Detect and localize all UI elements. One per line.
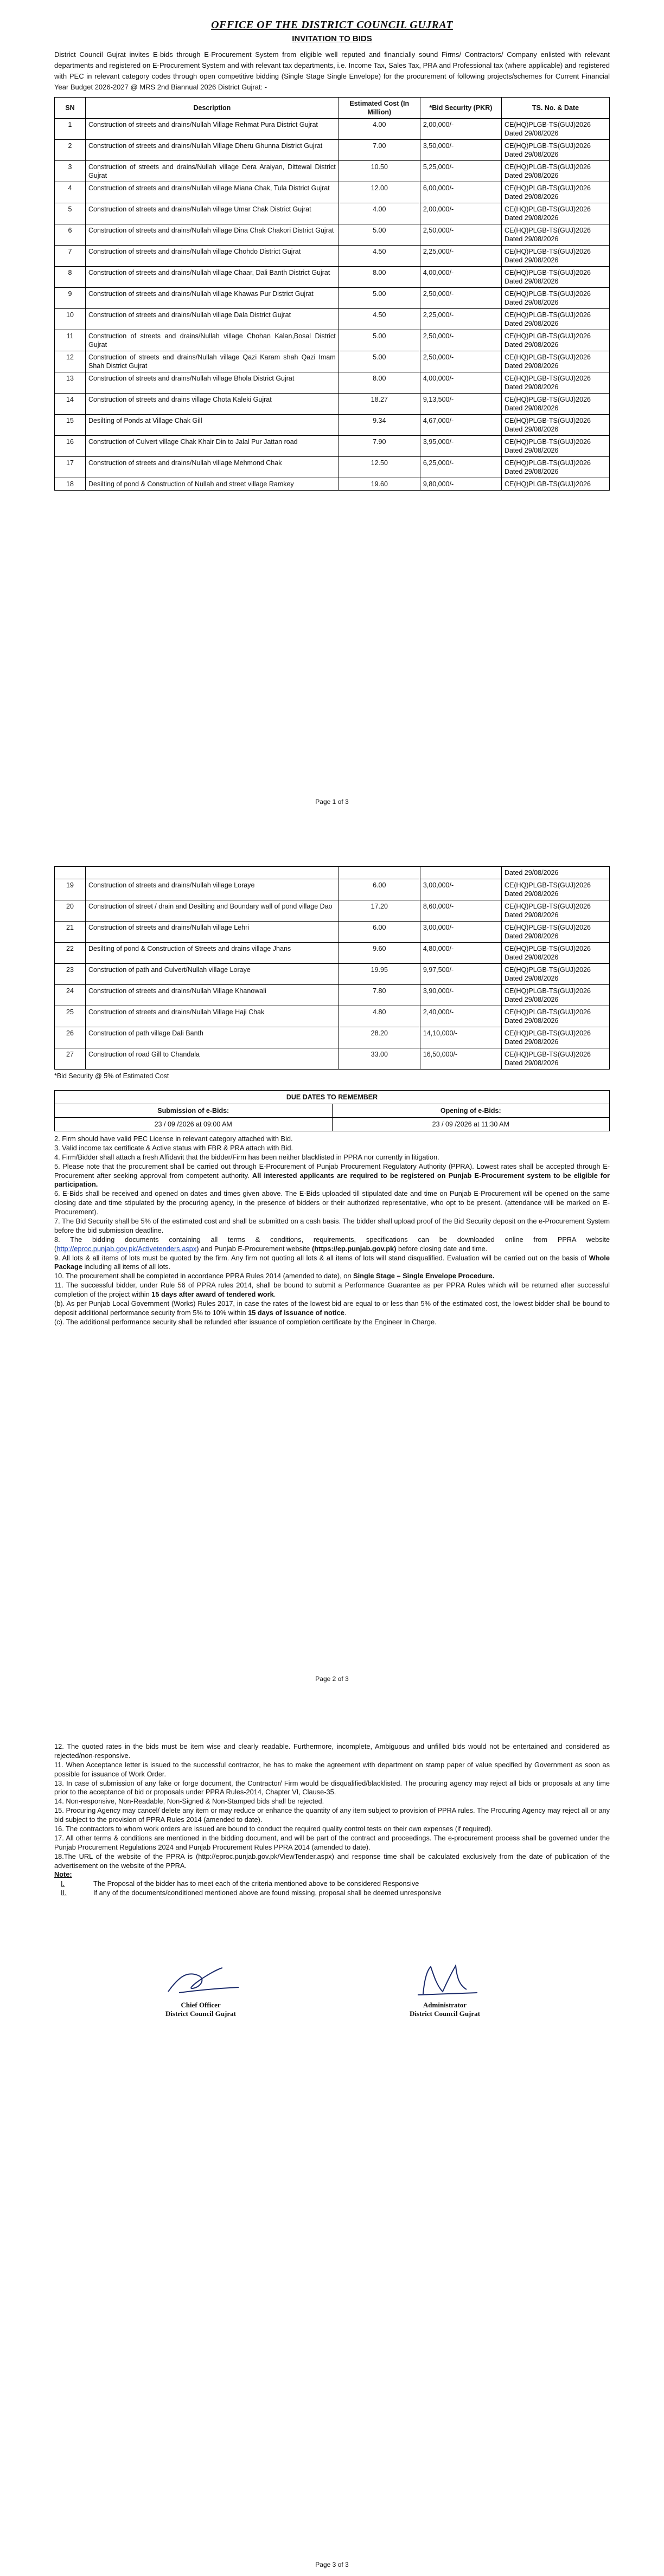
cell-ts-no-date: CE(HQ)PLGB-TS(GUJ)2026 Dated 29/08/2026	[501, 1048, 609, 1070]
cell-estimated-cost: 19.60	[339, 478, 420, 491]
term-3: 3. Valid income tax certificate & Active status with FBR & PRA attach with Bid.	[54, 1143, 293, 1152]
cell-sn: 26	[55, 1027, 86, 1048]
table-row	[55, 330, 610, 351]
cell-estimated-cost: 4.00	[339, 119, 420, 140]
page-1-content	[54, 18, 610, 491]
cell-bid-security: 3,00,000/-	[420, 879, 501, 900]
cell-bid-security: 2,00,000/-	[420, 203, 501, 224]
cell-description: Construction of streets and drains village Chota Kaleki Gujrat	[86, 394, 339, 415]
table-row	[55, 457, 610, 478]
cell-bid-security: 3,50,000/-	[420, 140, 501, 161]
table-row	[55, 1006, 610, 1027]
cell-description: Construction of streets and drains/Nullah village Miana Chak, Tula District Gujrat	[86, 182, 339, 203]
cell-sn: 24	[55, 985, 86, 1006]
term-5: 5. Please note that the procurement shall be carried out through E-Procurement of Punjab Procurement Regulatory Authority (PPRA). Lowest rates shall be accepted through E-Procurement after seeking approval from competent authority. All interested applicants are required to be registered on Punjab E-Procurement system to be eligible for participation.	[54, 1162, 610, 1189]
signature-administrator	[380, 1960, 510, 2019]
table-row	[55, 288, 610, 309]
cell-ts-no-date: CE(HQ)PLGB-TS(GUJ)2026 Dated 29/08/2026	[501, 372, 609, 394]
table-row	[55, 900, 610, 922]
cell-ts-no-date: CE(HQ)PLGB-TS(GUJ)2026 Dated 29/08/2026	[501, 436, 609, 457]
table-row	[55, 309, 610, 330]
cell-description: Desilting of Ponds at Village Chak Gill	[86, 415, 339, 436]
cell-sn: 27	[55, 1048, 86, 1070]
cell-sn: 19	[55, 879, 86, 900]
cell-sn: 4	[55, 182, 86, 203]
cell-description: Construction of streets and drains/Nullah village Lehri	[86, 922, 339, 943]
cell-ts-no-date: CE(HQ)PLGB-TS(GUJ)2026 Dated 29/08/2026	[501, 203, 609, 224]
cell-bid-security: 2,50,000/-	[420, 330, 501, 351]
table-row	[55, 246, 610, 267]
cell-ts-no-date: CE(HQ)PLGB-TS(GUJ)2026 Dated 29/08/2026	[501, 161, 609, 182]
cell-sn: 8	[55, 267, 86, 288]
cell-estimated-cost: 5.00	[339, 330, 420, 351]
cell-ts-no-date: CE(HQ)PLGB-TS(GUJ)2026 Dated 29/08/2026	[501, 964, 609, 985]
term-11-b: (b). As per Punjab Local Government (Works) Rules 2017, in case the rates of the lowest bid are equal to or less than 5% of the estimated cost, the lowest bidder shall be bound to deposit additional performance security from 5% to 10% within 15 days of issuance of notice.	[54, 1299, 610, 1317]
cell-description: Construction of streets and drains/Nullah village Qazi Karam shah Qazi Imam Shah District Gujrat	[86, 351, 339, 372]
cell-ts-no-date: CE(HQ)PLGB-TS(GUJ)2026 Dated 29/08/2026	[501, 246, 609, 267]
cell-bid-security: 3,95,000/-	[420, 436, 501, 457]
term-9: 9. All lots & all items of lots must be quoted by the firm. Any firm not quoting all lots & all items of lots will stand disqualified. Evaluation will be carried out on the basis of Whole Package including all items of all lots.	[54, 1253, 610, 1271]
table-row	[55, 879, 610, 900]
cell-bid-security: 9,80,000/-	[420, 478, 501, 491]
cell-ts-no-date: CE(HQ)PLGB-TS(GUJ)2026 Dated 29/08/2026	[501, 224, 609, 246]
page-number-2: Page 2 of 3	[315, 1675, 349, 1683]
cell-bid-security: 9,97,500/-	[420, 964, 501, 985]
note-list	[54, 1879, 610, 1897]
header-ts-no-date: TS. No. & Date	[501, 98, 609, 119]
cell-bid-security: 3,90,000/-	[420, 985, 501, 1006]
cell-estimated-cost: 4.50	[339, 309, 420, 330]
intro-paragraph: District Council Gujrat invites E-bids through E-Procurement System from eligible well reputed and financially sound Firms/ Contractors/ Company enlisted with relevant departments and registered on E-Procurement System and with relevant tax departments, i.e. Income Tax, Sales Tax, PRA and Professional tax (where applicable) and registered with PEC in relevant category codes through open competitive bidding (Single Stage Single Envelope) for the procurement of following projects/schemes for Current Financial Year Budget 2026-2027 @ MRS 2nd Biannual 2026 District Gujrat: -	[54, 50, 610, 92]
cell-description: Construction of streets and drains/Nullah village Dera Araiyan, Dittewal District Gujrat	[86, 161, 339, 182]
cell-description: Construction of street / drain and Desilting and Boundary wall of pond village Dao	[86, 900, 339, 922]
cell-description: Construction of streets and drains/Nullah village Loraye	[86, 879, 339, 900]
term-7: 7. The Bid Security shall be 5% of the estimated cost and shall be submitted on a cash basis. The bidder shall upload proof of the Bid Security deposit on the e-Procurement System before the bid submission deadline.	[54, 1217, 610, 1234]
table-row	[55, 267, 610, 288]
cell-sn: 10	[55, 309, 86, 330]
cell-estimated-cost: 18.27	[339, 394, 420, 415]
table-row	[55, 182, 610, 203]
submission-date: 23 / 09 /2026 at 09:00 AM	[55, 1118, 333, 1131]
note-item: II. If any of the documents/conditioned mentioned above are found missing, proposal shall be deemed unresponsive	[61, 1888, 442, 1897]
cell-ts-no-date: CE(HQ)PLGB-TS(GUJ)2026 Dated 29/08/2026	[501, 394, 609, 415]
terms-page-2	[54, 1135, 610, 1327]
term-16: 16. The contractors to whom work orders are issued are bound to conduct the required quality control tests on their own expenses (if required).	[54, 1825, 493, 1833]
cell-estimated-cost: 5.00	[339, 288, 420, 309]
cell-description: Construction of path and Culvert/Nullah village Loraye	[86, 964, 339, 985]
chief-officer-org: District Council Gujrat	[165, 2010, 236, 2018]
cell-bid-security: 2,50,000/-	[420, 288, 501, 309]
term-13: 13. In case of submission of any fake or forge document, the Contractor/ Firm would be disqualified/blacklisted. The procuring agency may reject all bids or proposals at any time prior to the acceptance of bid or proposals under PPRA Rules-2014, Chapter VI, Clause-35.	[54, 1779, 610, 1796]
cell-description: Construction of streets and drains/Nullah Village Dheru Ghunna District Gujrat	[86, 140, 339, 161]
cell-estimated-cost: 19.95	[339, 964, 420, 985]
page-number-1: Page 1 of 3	[315, 798, 349, 806]
table-row	[55, 478, 610, 491]
cell-ts-no-date: CE(HQ)PLGB-TS(GUJ)2026 Dated 29/08/2026	[501, 900, 609, 922]
cell-sn: 11	[55, 330, 86, 351]
cell-description: Construction of streets and drains/Nullah village Bhola District Gujrat	[86, 372, 339, 394]
term-12: 12. The quoted rates in the bids must be item wise and clearly readable. Furthermore, incomplete, Ambiguous and unfilled bids would not be entertained and considered as rejected/non-responsive.	[54, 1742, 610, 1760]
cell-sn: 3	[55, 161, 86, 182]
cell-sn: 16	[55, 436, 86, 457]
table-row	[55, 922, 610, 943]
term-6: 6. E-Bids shall be received and opened on dates and times given above. The E-Bids uploaded till stipulated date and time on Punjab E-Procurement will be opened on the same closing date and time stipulated by the procuring agency, in the presence of bidders or their authorized representative, who opt to be present. (attendance will be marked on E-Procurement).	[54, 1189, 610, 1216]
cell-bid-security: 4,80,000/-	[420, 943, 501, 964]
cell-sn: 2	[55, 140, 86, 161]
cell-description: Construction of streets and drains/Nullah village Mehmond Chak	[86, 457, 339, 478]
term-2: 2. Firm should have valid PEC License in relevant category attached with Bid.	[54, 1135, 293, 1143]
due-dates-table	[54, 1090, 610, 1131]
cell-sn: 21	[55, 922, 86, 943]
cell-estimated-cost: 12.00	[339, 182, 420, 203]
cell-description: Desilting of pond & Construction of Streets and drains village Jhans	[86, 943, 339, 964]
cell-description: Construction of Culvert village Chak Khair Din to Jalal Pur Jattan road	[86, 436, 339, 457]
cell-ts-no-date: CE(HQ)PLGB-TS(GUJ)2026	[501, 478, 609, 491]
table-row	[55, 1027, 610, 1048]
cell-estimated-cost: 9.60	[339, 943, 420, 964]
table-row	[55, 203, 610, 224]
cell-sn: 25	[55, 1006, 86, 1027]
cell-ts-no-date: CE(HQ)PLGB-TS(GUJ)2026 Dated 29/08/2026	[501, 182, 609, 203]
cell-bid-security: 5,25,000/-	[420, 161, 501, 182]
cell-sn: 23	[55, 964, 86, 985]
cell-sn: 12	[55, 351, 86, 372]
cell-description: Construction of streets and drains/Nullah Village Rehmat Pura District Gujrat	[86, 119, 339, 140]
cell-ts-no-date: CE(HQ)PLGB-TS(GUJ)2026 Dated 29/08/2026	[501, 119, 609, 140]
cell-ts-no-date: CE(HQ)PLGB-TS(GUJ)2026 Dated 29/08/2026	[501, 943, 609, 964]
term-11: 11. The successful bidder, under Rule 56 of PPRA rules 2014, shall be bound to submit a Performance Guarantee as per PPRA Rules which will be returned after successful completion of the project within 15 days after award of tendered work.	[54, 1281, 610, 1299]
cell-ts-no-date: CE(HQ)PLGB-TS(GUJ)2026 Dated 29/08/2026	[501, 288, 609, 309]
cell-ts-no-date: CE(HQ)PLGB-TS(GUJ)2026 Dated 29/08/2026	[501, 140, 609, 161]
cell-estimated-cost: 4.00	[339, 203, 420, 224]
cell-estimated-cost: 5.00	[339, 351, 420, 372]
header-estimated-cost: Estimated Cost (In Million)	[339, 98, 420, 119]
cell-sn: 5	[55, 203, 86, 224]
cell-sn: 18	[55, 478, 86, 491]
cell-sn: 22	[55, 943, 86, 964]
cell-ts-no-date: CE(HQ)PLGB-TS(GUJ)2026 Dated 29/08/2026	[501, 985, 609, 1006]
cell-sn: 1	[55, 119, 86, 140]
page-3-content	[54, 1742, 610, 1897]
cell-estimated-cost: 4.80	[339, 1006, 420, 1027]
cell-description: Construction of streets and drains/Nullah Village Khanowali	[86, 985, 339, 1006]
signature-stroke-icon	[146, 1960, 255, 1998]
administrator-title: Administrator	[423, 2000, 467, 2009]
cell-sn: 15	[55, 415, 86, 436]
cell-sn: 17	[55, 457, 86, 478]
table-row	[55, 943, 610, 964]
cell-estimated-cost: 9.34	[339, 415, 420, 436]
term-4: 4. Firm/Bidder shall attach a fresh Affidavit that the bidder/Firm has been neither blacklisted in PPRA nor currently in litigation.	[54, 1152, 439, 1161]
submission-label: Submission of e-Bids:	[55, 1104, 333, 1118]
signature-stroke-icon	[391, 1960, 499, 1998]
cell-bid-security: 3,00,000/-	[420, 922, 501, 943]
cell-description: Construction of road Gill to Chandala	[86, 1048, 339, 1070]
bid-security-footnote: *Bid Security @ 5% of Estimated Cost	[54, 1072, 169, 1080]
table-row	[55, 1048, 610, 1070]
cell-description: Construction of streets and drains/Nullah Village Haji Chak	[86, 1006, 339, 1027]
table-row	[55, 140, 610, 161]
cell-sn: 14	[55, 394, 86, 415]
cell-description: Construction of streets and drains/Nullah village Umar Chak District Gujrat	[86, 203, 339, 224]
table-row	[55, 161, 610, 182]
note-item: I. The Proposal of the bidder has to meet each of the criteria mentioned above to be considered Responsive	[61, 1879, 419, 1888]
term-14: 14. Non-responsive, Non-Readable, Non-Signed & Non-Stamped bids shall be rejected.	[54, 1797, 324, 1806]
header-sn: SN	[55, 98, 86, 119]
cell-bid-security: 2,50,000/-	[420, 351, 501, 372]
cell-ts-no-date: CE(HQ)PLGB-TS(GUJ)2026 Dated 29/08/2026	[501, 1006, 609, 1027]
administrator-org: District Council Gujrat	[410, 2010, 480, 2018]
cell-bid-security: 6,25,000/-	[420, 457, 501, 478]
page-number-3: Page 3 of 3	[315, 2561, 349, 2568]
ppra-link[interactable]: http://eproc.punjab.gov.pk/Activetenders.aspx	[56, 1244, 197, 1253]
cell-estimated-cost: 4.50	[339, 246, 420, 267]
table-row	[55, 394, 610, 415]
due-dates-title: DUE DATES TO REMEMBER	[55, 1091, 610, 1104]
cell-bid-security: 4,00,000/-	[420, 267, 501, 288]
ep-punjab-link[interactable]: (https://ep.punjab.gov.pk)	[311, 1244, 397, 1253]
cell-estimated-cost: 5.00	[339, 224, 420, 246]
note-label: Note:	[54, 1870, 72, 1879]
header-bid-security: *Bid Security (PKR)	[420, 98, 501, 119]
cell-estimated-cost: 8.00	[339, 372, 420, 394]
cell-sn: 9	[55, 288, 86, 309]
cell-ts-no-date: CE(HQ)PLGB-TS(GUJ)2026 Dated 29/08/2026	[501, 330, 609, 351]
cell-bid-security: 4,00,000/-	[420, 372, 501, 394]
term-15: 15. Procuring Agency may cancel/ delete any item or may reduce or enhance the quantity of any item subject to provision of PPRA rules. The Procuring Agency may reject all or any bid subject to the provision of PPRA Rules 2014 (amended to date).	[54, 1806, 610, 1824]
cell-ts-no-date: CE(HQ)PLGB-TS(GUJ)2026 Dated 29/08/2026	[501, 1027, 609, 1048]
table-row	[55, 372, 610, 394]
page-2-content	[54, 866, 610, 1327]
table-row	[55, 415, 610, 436]
cell-description: Construction of streets and drains/Nullah village Dina Chak Chakori District Gujrat	[86, 224, 339, 246]
cell-estimated-cost: 10.50	[339, 161, 420, 182]
cell-sn: 20	[55, 900, 86, 922]
cell-sn: 7	[55, 246, 86, 267]
cell-bid-security: 14,10,000/-	[420, 1027, 501, 1048]
cell-estimated-cost: 17.20	[339, 900, 420, 922]
cell-estimated-cost: 8.00	[339, 267, 420, 288]
cell-description: Desilting of pond & Construction of Nullah and street village Ramkey	[86, 478, 339, 491]
term-18: 18.The URL of the website of the PPRA is (http://eproc.punjab.gov.pk/ViewTender.aspx) and response time shall be calculated exclusively from the date of publication of the advertisement on the website of the PPRA.	[54, 1852, 610, 1870]
cell-sn: 6	[55, 224, 86, 246]
terms-page-3	[54, 1742, 610, 1897]
cell-bid-security: 6,00,000/-	[420, 182, 501, 203]
table-row	[55, 985, 610, 1006]
cell-ts-no-date: CE(HQ)PLGB-TS(GUJ)2026 Dated 29/08/2026	[501, 309, 609, 330]
bids-table-page-1	[54, 97, 610, 491]
opening-label: Opening of e-Bids:	[332, 1104, 610, 1118]
cell-estimated-cost: 33.00	[339, 1048, 420, 1070]
cell-description: Construction of streets and drains/Nullah village Chohan Kalan,Bosal District Gujrat	[86, 330, 339, 351]
term-17: 17. All other terms & conditions are mentioned in the bidding document, and will be part of the contract and proceedings. The e-procurement process shall be governed under the Punjab Procurement Regulations 2024 and Punjab Procurement Rules PPRA 2014 (amended to date).	[54, 1833, 610, 1851]
cell-description: Construction of streets and drains/Nullah village Chaar, Dali Banth District Gujrat	[86, 267, 339, 288]
term-8: 8. The bidding documents containing all terms & conditions, requirements, specifications can be downloaded online from PPRA website (http://eproc.punjab.gov.pk/Activetenders.aspx) and Punjab E-Procurement website (https://ep.punjab.gov.pk) before closing date and time.	[54, 1235, 610, 1253]
cell-ts-no-date: CE(HQ)PLGB-TS(GUJ)2026 Dated 29/08/2026	[501, 415, 609, 436]
bids-table-page-2	[54, 866, 610, 1070]
chief-officer-title: Chief Officer	[181, 2000, 221, 2009]
signature-chief-officer	[141, 1960, 260, 2019]
cell-ts-no-date: CE(HQ)PLGB-TS(GUJ)2026 Dated 29/08/2026	[501, 351, 609, 372]
cell-description: Construction of streets and drains/Nullah village Dala District Gujrat	[86, 309, 339, 330]
cell-ts-no-date: CE(HQ)PLGB-TS(GUJ)2026 Dated 29/08/2026	[501, 922, 609, 943]
cell-bid-security: 2,50,000/-	[420, 224, 501, 246]
table-row	[55, 224, 610, 246]
continued-ts: Dated 29/08/2026	[501, 867, 609, 879]
table-header-row	[55, 98, 610, 119]
cell-estimated-cost: 7.00	[339, 140, 420, 161]
cell-bid-security: 16,50,000/-	[420, 1048, 501, 1070]
term-11-c: (c). The additional performance security shall be refunded after issuance of completion certificate by the Engineer In Charge.	[54, 1317, 437, 1326]
cell-estimated-cost: 7.90	[339, 436, 420, 457]
cell-bid-security: 2,00,000/-	[420, 119, 501, 140]
cell-bid-security: 8,60,000/-	[420, 900, 501, 922]
table-row	[55, 119, 610, 140]
invitation-title: INVITATION TO BIDS	[292, 34, 372, 43]
cell-description: Construction of path village Dali Banth	[86, 1027, 339, 1048]
cell-ts-no-date: CE(HQ)PLGB-TS(GUJ)2026 Dated 29/08/2026	[501, 267, 609, 288]
table-row	[55, 867, 610, 879]
table-row	[55, 351, 610, 372]
cell-description: Construction of streets and drains/Nullah village Chohdo District Gujrat	[86, 246, 339, 267]
cell-bid-security: 2,25,000/-	[420, 246, 501, 267]
cell-estimated-cost: 28.20	[339, 1027, 420, 1048]
table-row	[55, 436, 610, 457]
cell-bid-security: 4,67,000/-	[420, 415, 501, 436]
cell-estimated-cost: 7.80	[339, 985, 420, 1006]
cell-estimated-cost: 12.50	[339, 457, 420, 478]
office-title: OFFICE OF THE DISTRICT COUNCIL GUJRAT	[211, 19, 453, 31]
cell-bid-security: 9,13,500/-	[420, 394, 501, 415]
cell-description: Construction of streets and drains/Nullah village Khawas Pur District Gujrat	[86, 288, 339, 309]
opening-date: 23 / 09 /2026 at 11:30 AM	[332, 1118, 610, 1131]
header-description: Description	[86, 98, 339, 119]
cell-bid-security: 2,40,000/-	[420, 1006, 501, 1027]
cell-estimated-cost: 6.00	[339, 879, 420, 900]
cell-ts-no-date: CE(HQ)PLGB-TS(GUJ)2026 Dated 29/08/2026	[501, 457, 609, 478]
cell-sn: 13	[55, 372, 86, 394]
cell-bid-security: 2,25,000/-	[420, 309, 501, 330]
table-row	[55, 964, 610, 985]
cell-ts-no-date: CE(HQ)PLGB-TS(GUJ)2026 Dated 29/08/2026	[501, 879, 609, 900]
term-acceptance: 11. When Acceptance letter is issued to the successful contractor, he has to make the agreement with department on stamp paper of value specified by Government as soon as possible for issuance of Work Order.	[54, 1760, 610, 1778]
term-10: 10. The procurement shall be completed in accordance PPRA Rules 2014 (amended to date), on Single Stage – Single Envelope Procedure.	[54, 1272, 495, 1280]
cell-estimated-cost: 6.00	[339, 922, 420, 943]
